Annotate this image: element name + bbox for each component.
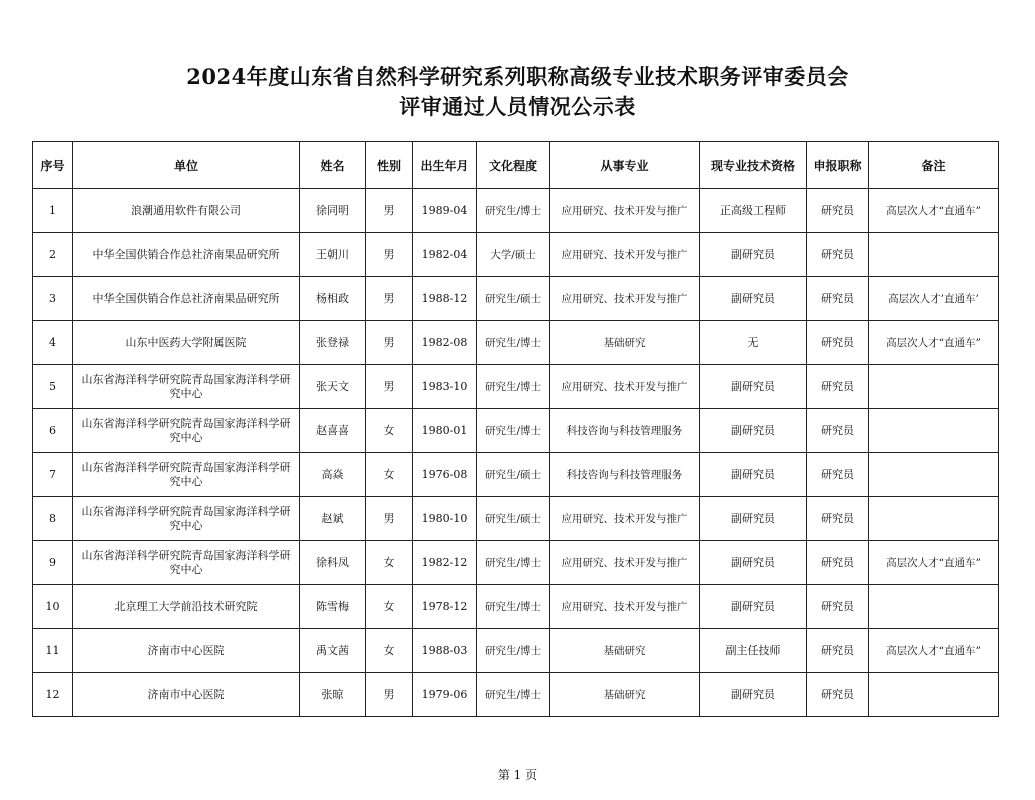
cell-applied-title: 研究员 <box>807 277 869 321</box>
cell-education: 研究生/硕士 <box>477 497 550 541</box>
cell-gender: 女 <box>366 541 413 585</box>
table-row <box>33 453 999 497</box>
cell-unit: 浪潮通用软件有限公司 <box>73 189 300 233</box>
cell-current-title: 副研究员 <box>700 409 807 453</box>
cell-applied-title: 研究员 <box>807 321 869 365</box>
table-row <box>33 497 999 541</box>
cell-remark <box>869 673 999 717</box>
cell-remark: 高层次人才’直通车’ <box>869 277 999 321</box>
cell-name: 高焱 <box>300 453 366 497</box>
cell-applied-title: 研究员 <box>807 233 869 277</box>
col-header-gender: 性别 <box>366 142 413 189</box>
cell-education: 研究生/博士 <box>477 409 550 453</box>
cell-number: 3 <box>33 277 73 321</box>
cell-current-title: 正高级工程师 <box>700 189 807 233</box>
cell-gender: 男 <box>366 189 413 233</box>
cell-specialty: 应用研究、技术开发与推广 <box>550 541 700 585</box>
cell-number: 11 <box>33 629 73 673</box>
cell-unit: 山东省海洋科学研究院青岛国家海洋科学研究中心 <box>73 497 300 541</box>
cell-current-title: 副研究员 <box>700 277 807 321</box>
cell-number: 9 <box>33 541 73 585</box>
cell-number: 6 <box>33 409 73 453</box>
cell-specialty: 基础研究 <box>550 629 700 673</box>
cell-birth: 1983-10 <box>413 365 477 409</box>
table-row <box>33 673 999 717</box>
cell-education: 研究生/硕士 <box>477 277 550 321</box>
cell-gender: 女 <box>366 629 413 673</box>
cell-gender: 女 <box>366 409 413 453</box>
cell-remark <box>869 497 999 541</box>
col-header-remark: 备注 <box>869 142 999 189</box>
cell-birth: 1982-04 <box>413 233 477 277</box>
col-header-number: 序号 <box>33 142 73 189</box>
table-row <box>33 277 999 321</box>
cell-specialty: 科技咨询与科技管理服务 <box>550 409 700 453</box>
cell-name: 赵喜喜 <box>300 409 366 453</box>
cell-remark: 高层次人才“直通车” <box>869 321 999 365</box>
cell-birth: 1980-10 <box>413 497 477 541</box>
cell-birth: 1978-12 <box>413 585 477 629</box>
cell-gender: 女 <box>366 585 413 629</box>
cell-unit: 济南市中心医院 <box>73 673 300 717</box>
title-line-2: 评审通过人员情况公示表 <box>399 94 636 119</box>
cell-current-title: 副研究员 <box>700 673 807 717</box>
table-row <box>33 189 999 233</box>
cell-applied-title: 研究员 <box>807 365 869 409</box>
cell-birth: 1988-03 <box>413 629 477 673</box>
cell-specialty: 应用研究、技术开发与推广 <box>550 277 700 321</box>
cell-birth: 1976-08 <box>413 453 477 497</box>
cell-unit: 山东省海洋科学研究院青岛国家海洋科学研究中心 <box>73 453 300 497</box>
cell-remark: 高层次人才“直通车” <box>869 189 999 233</box>
table-row <box>33 365 999 409</box>
cell-gender: 男 <box>366 321 413 365</box>
cell-unit: 山东省海洋科学研究院青岛国家海洋科学研究中心 <box>73 409 300 453</box>
cell-number: 7 <box>33 453 73 497</box>
col-header-applied-title: 申报职称 <box>807 142 869 189</box>
cell-remark <box>869 453 999 497</box>
cell-applied-title: 研究员 <box>807 453 869 497</box>
cell-specialty: 基础研究 <box>550 321 700 365</box>
cell-unit: 济南市中心医院 <box>73 629 300 673</box>
cell-gender: 男 <box>366 673 413 717</box>
cell-remark <box>869 233 999 277</box>
cell-applied-title: 研究员 <box>807 497 869 541</box>
cell-gender: 男 <box>366 233 413 277</box>
cell-number: 12 <box>33 673 73 717</box>
cell-specialty: 应用研究、技术开发与推广 <box>550 189 700 233</box>
cell-current-title: 副研究员 <box>700 453 807 497</box>
cell-education: 研究生/博士 <box>477 541 550 585</box>
cell-remark <box>869 409 999 453</box>
cell-education: 研究生/硕士 <box>477 453 550 497</box>
cell-unit: 山东中医药大学附属医院 <box>73 321 300 365</box>
cell-unit: 中华全国供销合作总社济南果品研究所 <box>73 233 300 277</box>
cell-gender: 女 <box>366 453 413 497</box>
cell-current-title: 副研究员 <box>700 365 807 409</box>
cell-name: 杨相政 <box>300 277 366 321</box>
title-line-1: 2024年度山东省自然科学研究系列职称高级专业技术职务评审委员会 <box>186 64 849 89</box>
col-header-specialty: 从事专业 <box>550 142 700 189</box>
cell-specialty: 应用研究、技术开发与推广 <box>550 365 700 409</box>
col-header-current-title: 现专业技术资格 <box>700 142 807 189</box>
cell-number: 10 <box>33 585 73 629</box>
cell-specialty: 基础研究 <box>550 673 700 717</box>
cell-current-title: 副主任技师 <box>700 629 807 673</box>
cell-education: 大学/硕士 <box>477 233 550 277</box>
cell-name: 陈雪梅 <box>300 585 366 629</box>
cell-current-title: 无 <box>700 321 807 365</box>
cell-birth: 1980-01 <box>413 409 477 453</box>
cell-applied-title: 研究员 <box>807 673 869 717</box>
cell-name: 禹文茜 <box>300 629 366 673</box>
cell-current-title: 副研究员 <box>700 233 807 277</box>
cell-applied-title: 研究员 <box>807 629 869 673</box>
cell-applied-title: 研究员 <box>807 585 869 629</box>
cell-gender: 男 <box>366 365 413 409</box>
cell-name: 徐同明 <box>300 189 366 233</box>
cell-current-title: 副研究员 <box>700 541 807 585</box>
cell-number: 5 <box>33 365 73 409</box>
cell-remark <box>869 585 999 629</box>
page-number: 第 1 页 <box>497 768 538 782</box>
table-row <box>33 233 999 277</box>
cell-unit: 山东省海洋科学研究院青岛国家海洋科学研究中心 <box>73 541 300 585</box>
col-header-birth: 出生年月 <box>413 142 477 189</box>
cell-applied-title: 研究员 <box>807 189 869 233</box>
cell-name: 张天文 <box>300 365 366 409</box>
cell-birth: 1989-04 <box>413 189 477 233</box>
cell-name: 王朝川 <box>300 233 366 277</box>
cell-education: 研究生/博士 <box>477 321 550 365</box>
col-header-unit: 单位 <box>73 142 300 189</box>
cell-education: 研究生/博士 <box>477 629 550 673</box>
cell-name: 赵斌 <box>300 497 366 541</box>
cell-birth: 1982-12 <box>413 541 477 585</box>
cell-gender: 男 <box>366 497 413 541</box>
cell-specialty: 科技咨询与科技管理服务 <box>550 453 700 497</box>
cell-unit: 北京理工大学前沿技术研究院 <box>73 585 300 629</box>
table-header-row <box>33 142 999 189</box>
cell-birth: 1982-08 <box>413 321 477 365</box>
cell-applied-title: 研究员 <box>807 409 869 453</box>
cell-specialty: 应用研究、技术开发与推广 <box>550 585 700 629</box>
table-row <box>33 321 999 365</box>
cell-education: 研究生/博士 <box>477 673 550 717</box>
cell-number: 4 <box>33 321 73 365</box>
cell-number: 1 <box>33 189 73 233</box>
cell-specialty: 应用研究、技术开发与推广 <box>550 233 700 277</box>
cell-unit: 山东省海洋科学研究院青岛国家海洋科学研究中心 <box>73 365 300 409</box>
col-header-name: 姓名 <box>300 142 366 189</box>
cell-name: 张登禄 <box>300 321 366 365</box>
cell-number: 2 <box>33 233 73 277</box>
personnel-table <box>32 141 999 717</box>
table-row <box>33 629 999 673</box>
cell-education: 研究生/博士 <box>477 365 550 409</box>
cell-remark: 高层次人才“直通车” <box>869 541 999 585</box>
col-header-education: 文化程度 <box>477 142 550 189</box>
cell-education: 研究生/博士 <box>477 189 550 233</box>
cell-education: 研究生/博士 <box>477 585 550 629</box>
table-row <box>33 585 999 629</box>
cell-name: 徐科凤 <box>300 541 366 585</box>
cell-birth: 1979-06 <box>413 673 477 717</box>
cell-remark: 高层次人才“直通车” <box>869 629 999 673</box>
cell-name: 张晾 <box>300 673 366 717</box>
document-title <box>0 62 1035 122</box>
cell-specialty: 应用研究、技术开发与推广 <box>550 497 700 541</box>
cell-remark <box>869 365 999 409</box>
cell-current-title: 副研究员 <box>700 585 807 629</box>
table-row <box>33 409 999 453</box>
cell-number: 8 <box>33 497 73 541</box>
cell-current-title: 副研究员 <box>700 497 807 541</box>
table-body <box>33 189 999 717</box>
cell-birth: 1988-12 <box>413 277 477 321</box>
cell-gender: 男 <box>366 277 413 321</box>
table-row <box>33 541 999 585</box>
cell-applied-title: 研究员 <box>807 541 869 585</box>
cell-unit: 中华全国供销合作总社济南果品研究所 <box>73 277 300 321</box>
